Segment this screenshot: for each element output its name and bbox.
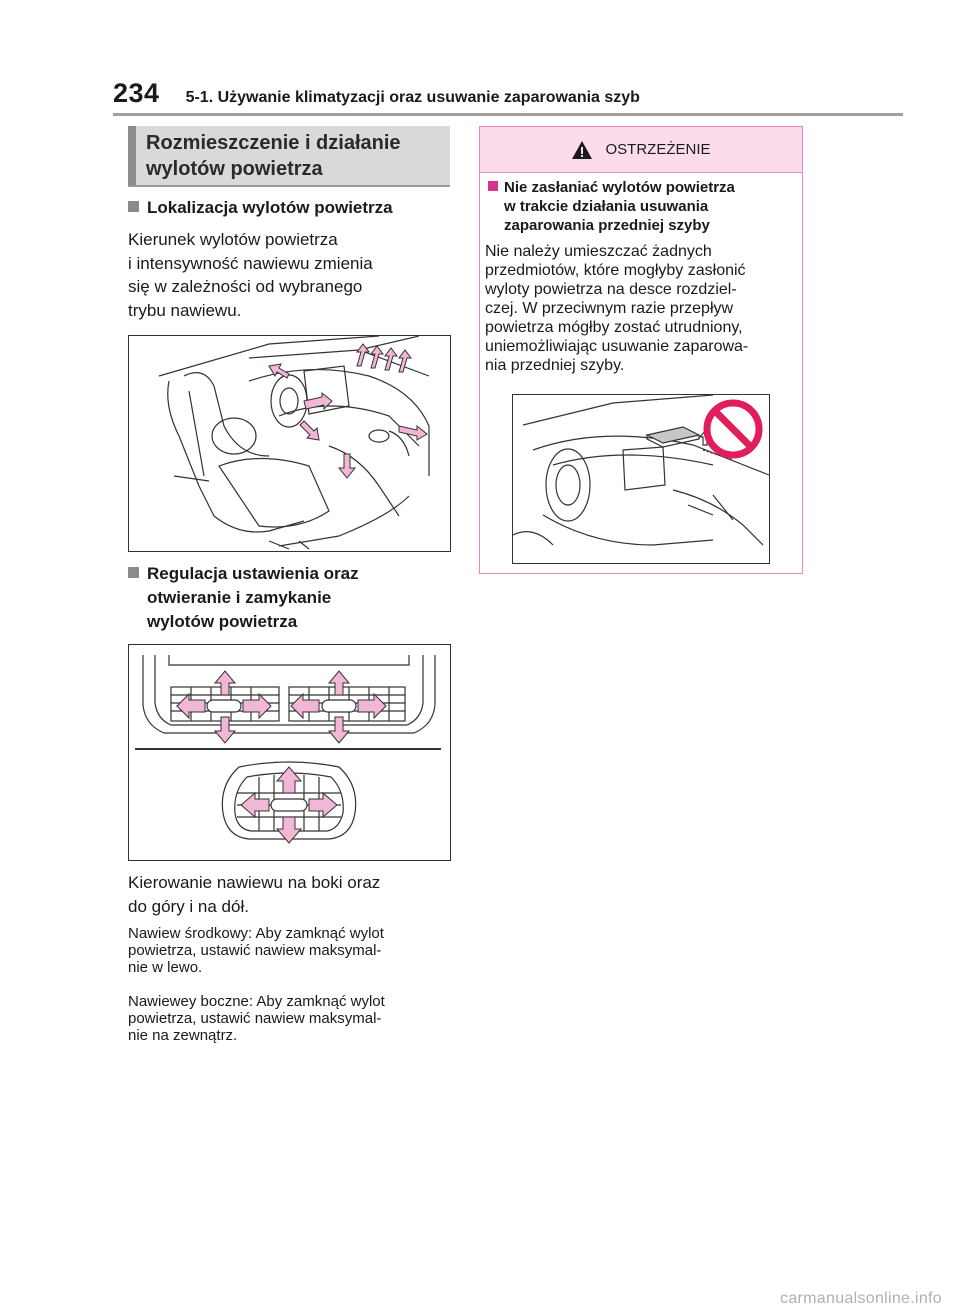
- section-rule: [128, 185, 450, 187]
- subheading-text: Nie zasłaniać wylotów powietrza: [504, 179, 735, 196]
- warning-title: OSTRZEŻENIE: [605, 141, 711, 158]
- watermark: carmanualsonline.info: [780, 1290, 942, 1307]
- header-rule: [113, 113, 903, 116]
- page-header: [113, 78, 640, 109]
- obstructed-vent-illustration: [512, 394, 770, 564]
- section-title-line: Rozmieszczenie i działanie: [146, 132, 401, 154]
- text-line: nia przedniej szyby.: [485, 357, 625, 374]
- prohibition-icon: [707, 403, 759, 455]
- vents-drawing: [129, 645, 450, 860]
- center-vent-note: [128, 925, 450, 976]
- subheading-text: Regulacja ustawienia oraz: [147, 564, 359, 583]
- warning-box: [479, 126, 803, 574]
- text-line: uniemożliwiając usuwanie zaparowa-: [485, 338, 749, 355]
- text-line: Kierunek wylotów powietrza: [128, 230, 338, 249]
- text-line: nie na zewnątrz.: [128, 1027, 238, 1044]
- vents-illustration: [128, 644, 451, 861]
- square-bullet-icon: [488, 181, 498, 191]
- interior-drawing: [129, 336, 450, 551]
- text-line: Kierowanie nawiewu na boki oraz: [128, 873, 381, 892]
- square-bullet-icon: [128, 567, 139, 578]
- location-paragraph: [128, 228, 373, 322]
- subheading-text: Lokalizacja wylotów powietrza: [147, 198, 393, 217]
- text-line: czej. W przeciwnym razie przepływ: [485, 300, 734, 317]
- page-number: 234: [113, 78, 160, 108]
- subheading-text: w trakcie działania usuwania: [504, 198, 709, 215]
- text-line: Nie należy umieszczać żadnych: [485, 243, 712, 260]
- subheading-adjustment: [128, 562, 359, 634]
- subheading-location: [128, 196, 393, 220]
- warning-header: [480, 127, 802, 173]
- text-line: wyloty powietrza na desce rozdziel-: [485, 281, 737, 298]
- subheading-text: otwieranie i zamykanie: [147, 588, 332, 607]
- text-line: powietrza mógłby zostać utrudniony,: [485, 319, 743, 336]
- obstructed-vent-drawing: [513, 395, 769, 563]
- text-line: do góry i na dół.: [128, 896, 249, 916]
- warning-triangle-icon: [571, 140, 593, 160]
- warning-paragraph: [485, 242, 797, 375]
- text-line: przedmiotów, które mogłyby zasłonić: [485, 262, 746, 279]
- running-head: 5-1. Używanie klimatyzacji oraz usuwanie zaparowania szyb: [185, 89, 640, 106]
- interior-illustration: [128, 335, 451, 552]
- text-line: się w zależności od wybranego: [128, 277, 363, 296]
- section-title-line: wylotów powietrza: [146, 158, 323, 180]
- text-line: i intensywność nawiewu zmienia: [128, 253, 373, 273]
- text-line: Nawiewey boczne: Aby zamknąć wylot: [128, 993, 385, 1010]
- text-line: trybu nawiewu.: [128, 300, 242, 320]
- text-line: powietrza, ustawić nawiew maksymal-: [128, 942, 382, 959]
- text-line: powietrza, ustawić nawiew maksymal-: [128, 1010, 382, 1027]
- section-title: [128, 126, 450, 186]
- text-line: nie w lewo.: [128, 959, 203, 976]
- square-bullet-icon: [128, 201, 139, 212]
- side-vent-note: [128, 993, 450, 1044]
- text-line: Nawiew środkowy: Aby zamknąć wylot: [128, 925, 384, 942]
- adjustment-paragraph: [128, 871, 380, 918]
- subheading-text: wylotów powietrza: [147, 612, 298, 631]
- subheading-text: zaparowania przedniej szyby: [504, 217, 710, 234]
- warning-subheading: [488, 178, 735, 235]
